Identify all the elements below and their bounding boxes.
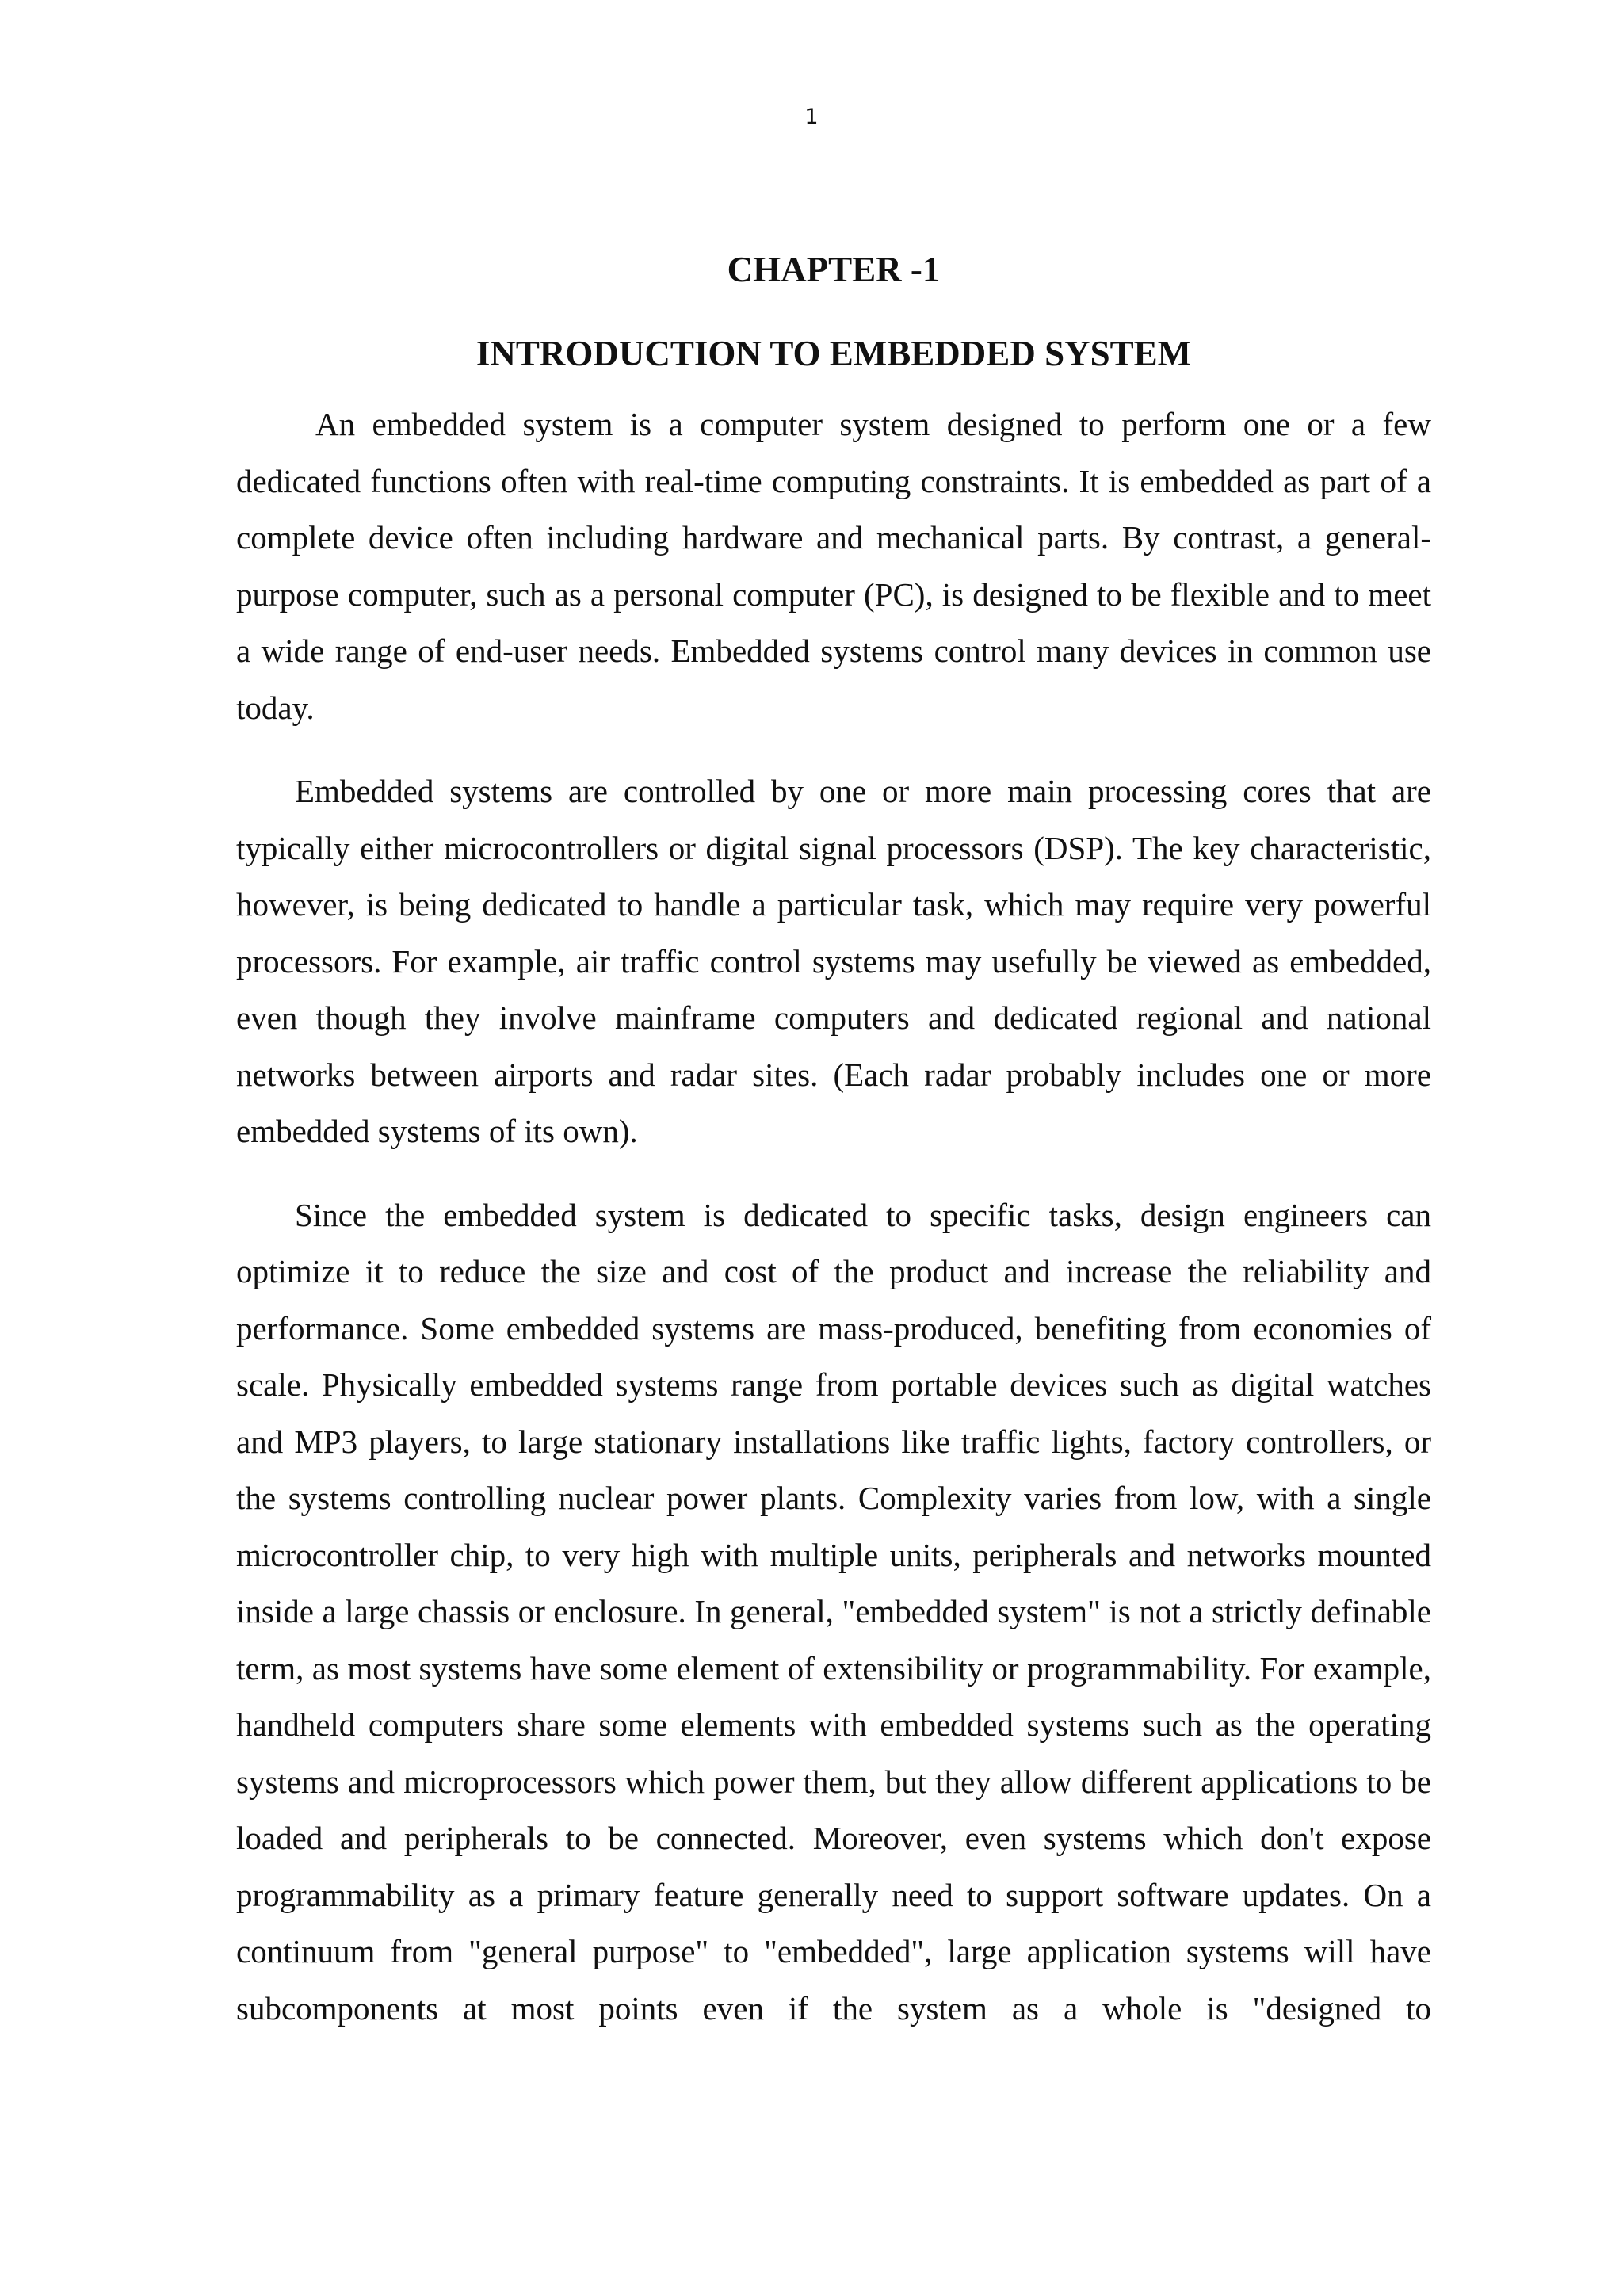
- chapter-label: CHAPTER -1: [727, 250, 941, 289]
- page-number: 1: [804, 105, 819, 129]
- document-body: [236, 244, 1431, 2037]
- paragraph-processing-cores: Embedded systems are controlled by one or more main processing cores that are typically either microcontrollers or digital signal processors (DSP). The key characteristic, however, is being dedicated to handle a particular task, which may require very powerful processors. For example, air traffic control systems may usefully be viewed as embedded, even though they involve mainframe computers and dedicated regional and national networks between airports and radar sites. (Each radar probably includes one or more embedded systems of its own).: [236, 773, 1431, 1149]
- paragraph-dedicated-tasks: Since the embedded system is dedicated to specific tasks, design engineers can optimize it to reduce the size and cost of the product and increase the reliability and performance. Some embedded systems are mass-produced, benefiting from economies of scale. Physically embedded systems range from portable devices such as digital watches and MP3 players, to large stationary installations like traffic lights, factory controllers, or the systems controlling nuclear power plants. Complexity varies from low, with a single microcontroller chip, to very high with multiple units, peripherals and networks mounted inside a large chassis or enclosure. In general, "embedded system" is not a strictly definable term, as most systems have some element of extensibility or programmability. For example, handheld computers share some elements with embedded systems such as the operating systems and microprocessors which power them, but they allow different applications to be loaded and peripherals to be connected. Moreover, even systems which don't expose programmability as a primary feature generally need to support software updates. On a continuum from "general purpose" to "embedded", large application systems will have subcomponents at most points even if the system as a whole is "designed to: [236, 1196, 1431, 2027]
- paragraph-intro: An embedded system is a computer system designed to perform one or a few dedicated functions often with real-time computing constraints. It is embedded as part of a complete device often including hardware and mechanical parts. By contrast, a general-purpose computer, such as a personal computer (PC), is designed to be flexible and to meet a wide range of end-user needs. Embedded systems control many devices in common use today.: [236, 406, 1431, 726]
- chapter-title: INTRODUCTION TO EMBEDDED SYSTEM: [475, 334, 1192, 373]
